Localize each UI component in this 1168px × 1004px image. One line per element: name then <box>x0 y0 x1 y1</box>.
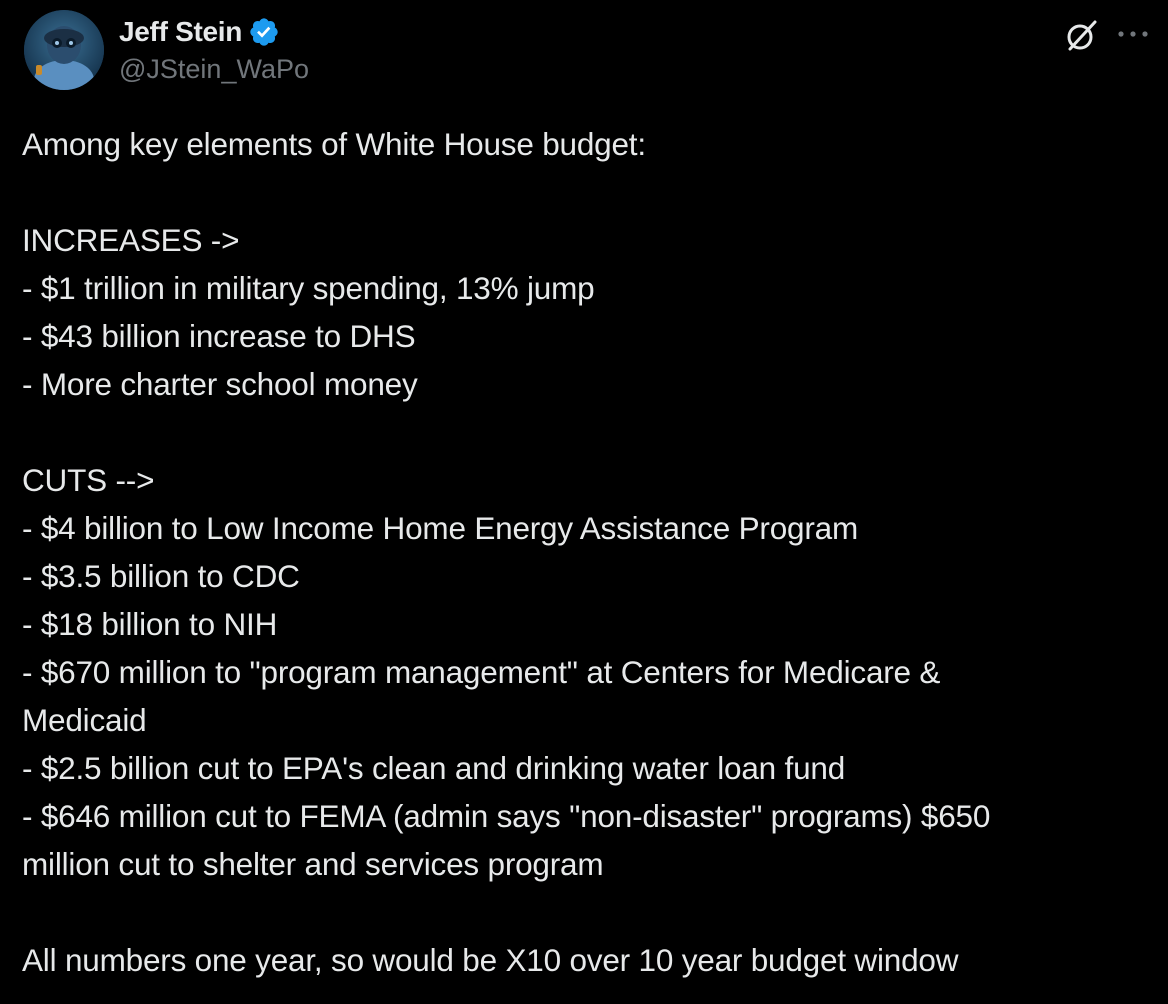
tweet-line: - $43 billion increase to DHS <box>22 318 416 354</box>
tweet-line: INCREASES -> <box>22 222 240 258</box>
avatar[interactable] <box>24 10 104 90</box>
tweet-line: million cut to shelter and services program <box>22 846 604 882</box>
tweet-line: - $3.5 billion to CDC <box>22 558 300 594</box>
tweet-line: Among key elements of White House budget: <box>22 126 646 162</box>
avatar-image <box>24 10 104 90</box>
name-row <box>119 16 309 48</box>
tweet-line: CUTS --> <box>22 462 155 498</box>
author-handle[interactable]: @JStein_WaPo <box>119 54 309 84</box>
tweet-line: - $18 billion to NIH <box>22 606 278 642</box>
verified-badge-icon <box>248 16 280 48</box>
tweet-line: - $1 trillion in military spending, 13% jump <box>22 270 595 306</box>
tweet-line-blank <box>22 408 1152 456</box>
tweet-text <box>22 120 1152 984</box>
tweet-header <box>24 10 1144 92</box>
grok-icon[interactable] <box>1064 18 1100 54</box>
more-options-icon[interactable] <box>1116 24 1150 44</box>
tweet-line: - $670 million to "program management" at Centers for Medicare & <box>22 654 941 690</box>
tweet-line: - More charter school money <box>22 366 418 402</box>
tweet-line: All numbers one year, so would be X10 over 10 year budget window <box>22 942 959 978</box>
tweet-line-blank <box>22 168 1152 216</box>
author-info <box>119 16 309 85</box>
author-display-name[interactable]: Jeff Stein <box>119 16 243 47</box>
tweet-line: - $4 billion to Low Income Home Energy Assistance Program <box>22 510 858 546</box>
tweet-line: Medicaid <box>22 702 147 738</box>
tweet-line-blank <box>22 888 1152 936</box>
tweet-line: - $646 million cut to FEMA (admin says "non-disaster" programs) $650 <box>22 798 991 834</box>
tweet-line: - $2.5 billion cut to EPA's clean and drinking water loan fund <box>22 750 846 786</box>
